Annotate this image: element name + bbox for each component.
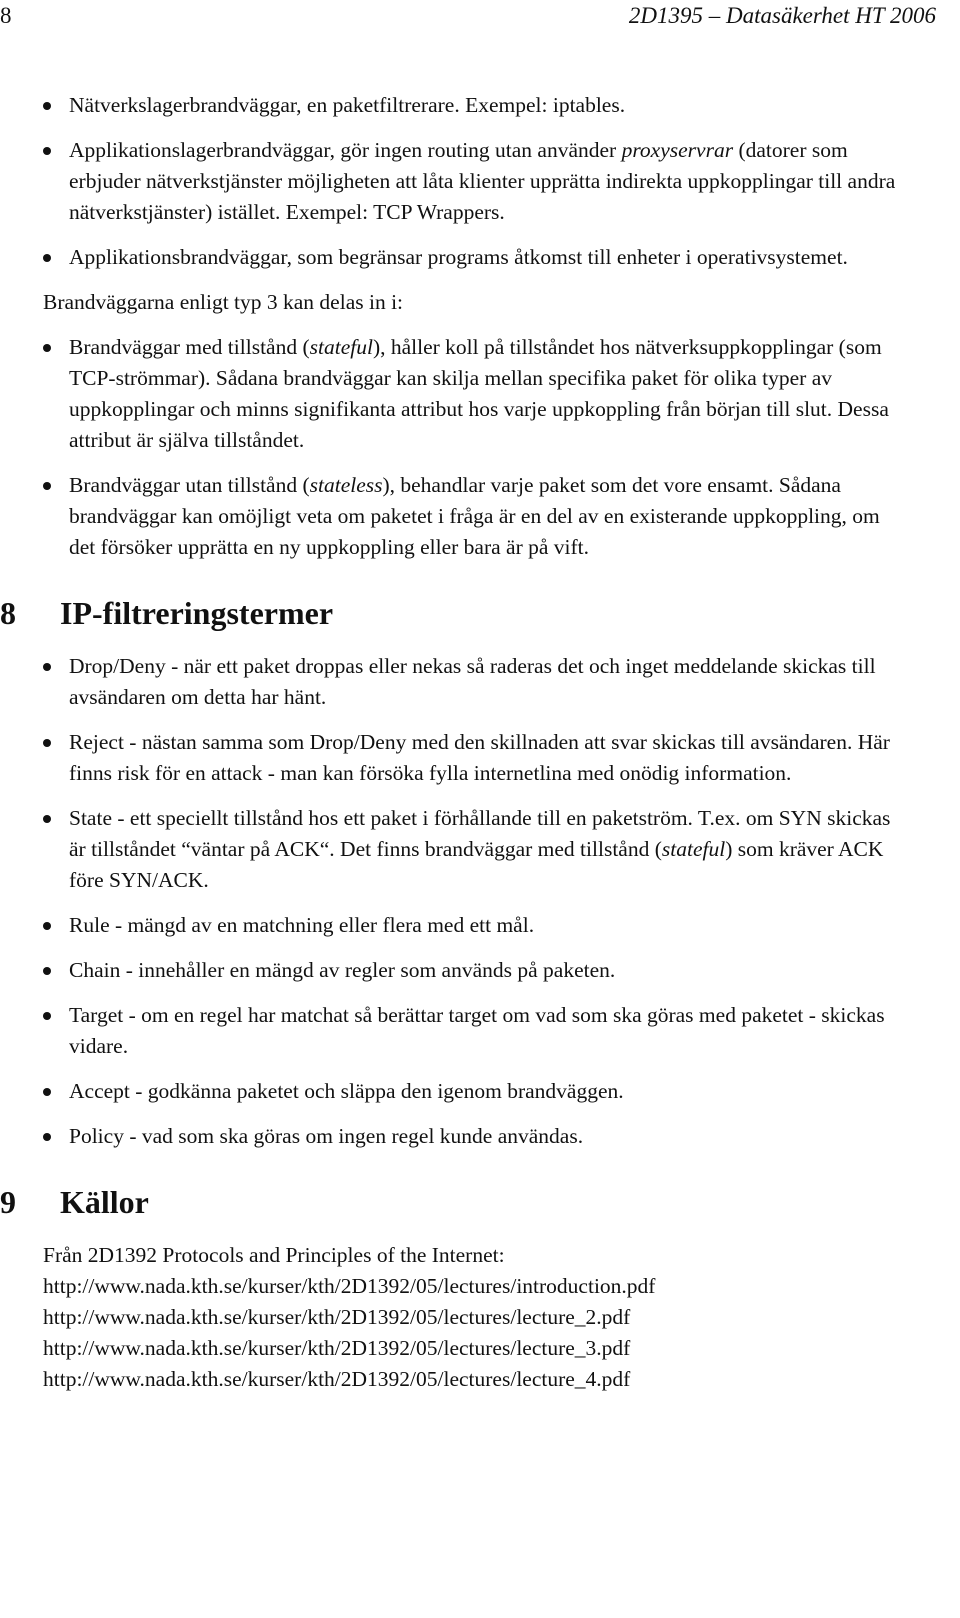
running-title: 2D1395 – Datasäkerhet HT 2006 — [628, 3, 936, 28]
list-item-text: Target - om en regel har matchat så berättar target om vad som ska göras med paketet - skickas vidare. — [69, 1003, 885, 1058]
list-item — [43, 1076, 909, 1107]
section-9-heading — [0, 1182, 909, 1222]
list-item — [43, 332, 909, 456]
bullet-icon — [43, 1088, 51, 1096]
list-item-text: State - ett speciellt tillstånd hos ett paket i förhållande till en paketström. T.ex. om SYN skickas är tillståndet “väntar på ACK“. Det finns brandväggar med tillstånd ( — [69, 806, 891, 861]
list-item-text: Chain - innehåller en mängd av regler som används på paketen. — [69, 958, 616, 982]
reference-url: http://www.nada.kth.se/kurser/kth/2D1392/05/lectures/lecture_2.pdf — [43, 1305, 631, 1329]
list-item-text: Policy - vad som ska göras om ingen regel kunde användas. — [69, 1124, 584, 1148]
list-item-text: Brandväggar med tillstånd ( — [69, 335, 310, 359]
list-item — [43, 651, 909, 713]
list-item — [43, 910, 909, 941]
bullet-icon — [43, 147, 51, 155]
list-item-text: Rule - mängd av en matchning eller flera med ett mål. — [69, 913, 535, 937]
bullet-icon — [43, 815, 51, 823]
section-8-heading — [0, 593, 909, 633]
list-item — [43, 727, 909, 789]
bullet-icon — [43, 482, 51, 490]
bullet-icon — [43, 344, 51, 352]
bullet-icon — [43, 1133, 51, 1141]
firewall-types-list — [43, 90, 909, 273]
bullet-icon — [43, 102, 51, 110]
references — [43, 1240, 909, 1395]
list-item — [43, 1121, 909, 1152]
bullet-icon — [43, 1012, 51, 1020]
type3-intro: Brandväggarna enligt typ 3 kan delas in i: — [43, 290, 404, 314]
emphasized-term: stateless — [309, 473, 383, 497]
bullet-icon — [43, 922, 51, 930]
reference-url: http://www.nada.kth.se/kurser/kth/2D1392/05/lectures/lecture_4.pdf — [43, 1367, 631, 1391]
list-item — [43, 90, 909, 121]
page-number: 8 — [0, 3, 12, 28]
emphasized-term: stateful — [309, 335, 373, 359]
bullet-icon — [43, 967, 51, 975]
reference-url: http://www.nada.kth.se/kurser/kth/2D1392/05/lectures/introduction.pdf — [43, 1274, 656, 1298]
section-title: Källor — [60, 1184, 149, 1220]
list-item-text: Brandväggar utan tillstånd ( — [69, 473, 310, 497]
list-item-text: Applikationslagerbrandväggar, gör ingen routing utan använder — [69, 138, 622, 162]
page-content — [0, 90, 909, 1395]
list-item — [43, 470, 909, 563]
emphasized-term: stateful — [661, 837, 726, 861]
list-item-text: ), håller koll på tillståndet hos nätverksuppkopplingar (som TCP-strömmar). Sådana brandväggar kan skilja mellan specifika paket för olika typer av uppkopplingar och minns signifikanta attribut hos varje uppkoppling från början till slut. Dessa attribut är själva tillståndet. — [69, 335, 889, 452]
list-item-text: (datorer som erbjuder nätverkstjänster möjligheten att låta klienter upprätta indirekta uppkopplingar till andra nätverkstjänster) istället. Exempel: TCP Wrappers. — [69, 138, 896, 224]
source-line: Från 2D1392 Protocols and Principles of the Internet: — [43, 1243, 505, 1267]
list-item-text: Reject - nästan samma som Drop/Deny med den skillnaden att svar skickas till avsändaren. Här finns risk för en attack - man kan försöka fylla internetlina med onödig information. — [69, 730, 890, 785]
list-item — [43, 955, 909, 986]
section-title: IP-filtreringstermer — [60, 595, 334, 631]
list-item-text: Nätverkslagerbrandväggar, en paketfiltrerare. Exempel: iptables. — [69, 93, 626, 117]
list-item-text: Accept - godkänna paketet och släppa den igenom brandväggen. — [69, 1079, 624, 1103]
page-header — [0, 0, 960, 30]
ip-filter-terms-list — [43, 651, 909, 1152]
emphasized-term: proxyservrar — [621, 138, 734, 162]
list-item — [43, 1000, 909, 1062]
type3-list — [43, 332, 909, 563]
list-item-text: ) som kräver ACK före SYN/ACK. — [69, 837, 884, 892]
list-item — [43, 135, 909, 228]
list-item — [43, 242, 909, 273]
section-number: 8 — [0, 595, 16, 631]
bullet-icon — [43, 254, 51, 262]
list-item-text: ), behandlar varje paket som det vore ensamt. Sådana brandväggar kan omöjligt veta om paketet i fråga är en del av en existerande uppkoppling, om det försöker upprätta en ny uppkoppling eller bara är på vift. — [69, 473, 880, 559]
reference-url: http://www.nada.kth.se/kurser/kth/2D1392/05/lectures/lecture_3.pdf — [43, 1336, 631, 1360]
list-item-text: Drop/Deny - när ett paket droppas eller nekas så raderas det och inget meddelande skickas till avsändaren om detta har hänt. — [69, 654, 876, 709]
section-number: 9 — [0, 1184, 16, 1220]
list-item — [43, 803, 909, 896]
list-item-text: Applikationsbrandväggar, som begränsar programs åtkomst till enheter i operativsystemet. — [69, 245, 848, 269]
bullet-icon — [43, 739, 51, 747]
bullet-icon — [43, 663, 51, 671]
